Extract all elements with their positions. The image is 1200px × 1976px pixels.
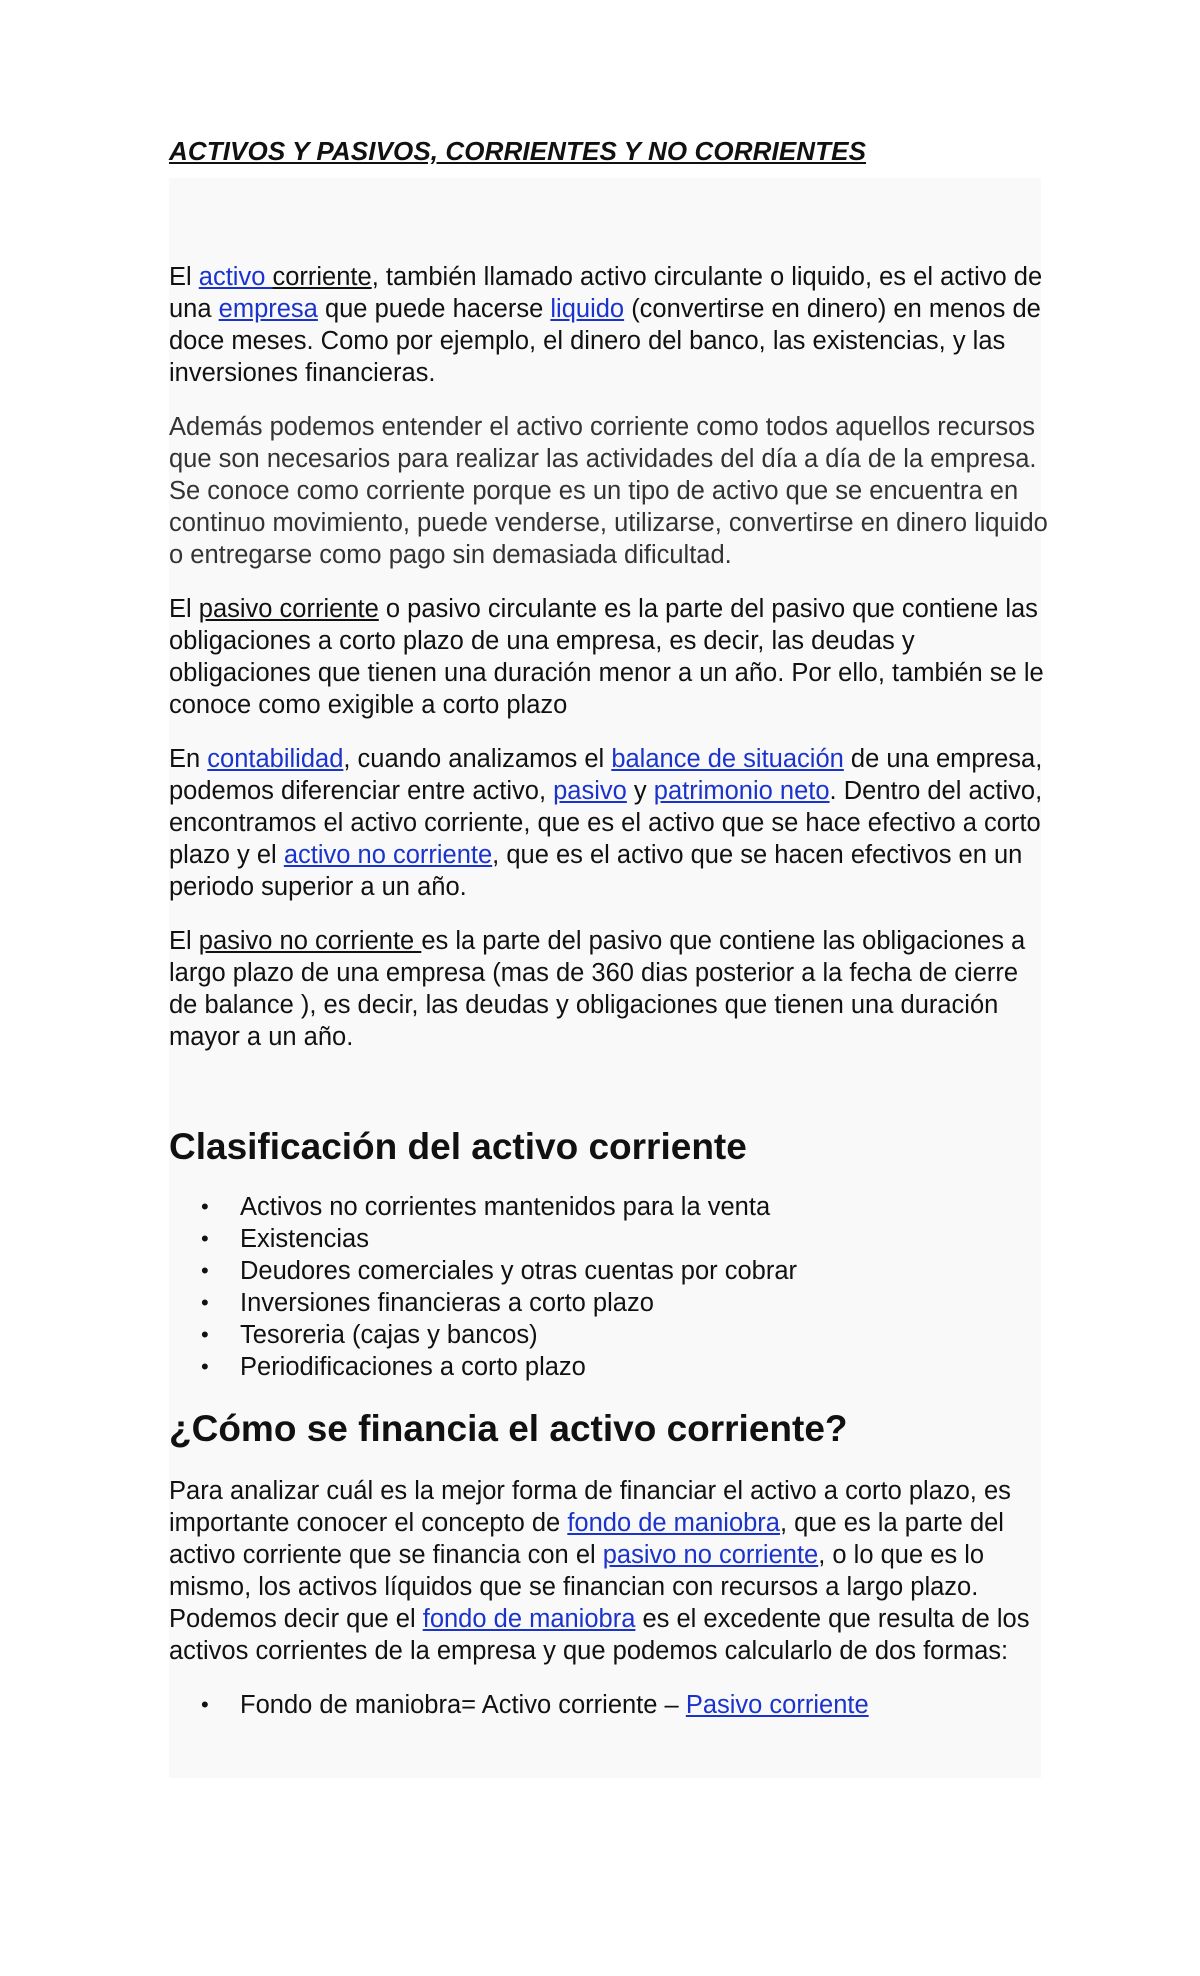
underlined-corriente: corriente: [272, 263, 372, 291]
list-item: [169, 1351, 1049, 1383]
list-item-text: Deudores comerciales y otras cuentas por cobrar: [240, 1257, 798, 1285]
list-item: [169, 1319, 1049, 1351]
heading-financiacion: ¿Cómo se financia el activo corriente?: [169, 1408, 848, 1449]
document-body: [169, 136, 1049, 1721]
link-liquido[interactable]: liquido: [550, 295, 625, 323]
list-item-text: Fondo de maniobra= Activo corriente –: [240, 1691, 686, 1719]
list-item-text: Inversiones financieras a corto plazo: [240, 1289, 654, 1317]
classification-list: [169, 1191, 1049, 1383]
underlined-pasivo-no-corriente: pasivo no corriente: [198, 927, 422, 955]
paragraph-pasivo-no-corriente: [169, 925, 1049, 1053]
text-run: . Dentro del activo, encontramos el activo corriente, que es el activo que se hace efectivo a corto plazo y el: [169, 777, 1043, 869]
text-run: o pasivo circulante es la parte del pasivo que contiene las obligaciones a corto plazo de una empresa, es decir, las deudas y obligaciones que tienen una duración menor a un año. Por ello, también se le conoce como exigible a corto plazo: [169, 595, 1044, 719]
list-item-text: Periodificaciones a corto plazo: [240, 1353, 586, 1381]
bullet-icon: •: [201, 1322, 209, 1347]
document-title: ACTIVOS Y PASIVOS, CORRIENTES Y NO CORRIENTES: [169, 136, 867, 166]
paragraph-contabilidad: [169, 743, 1049, 903]
heading-clasificacion: Clasificación del activo corriente: [169, 1126, 747, 1167]
text-run: Para analizar cuál es la mejor forma de financiar el activo a corto plazo, es importante conocer el concepto de: [169, 1477, 1011, 1537]
list-item-text: Existencias: [240, 1225, 369, 1253]
formula-list: [169, 1689, 1049, 1721]
text-run: de una empresa, podemos diferenciar entre activo,: [169, 745, 1043, 805]
text-run: es la parte del pasivo que contiene las obligaciones a largo plazo de una empresa (mas de 360 dias posterior a la fecha de cierre de balance ), es decir, las deudas y obligaciones que tienen una duración mayor a un año.: [169, 927, 1026, 1051]
list-item: [169, 1689, 1049, 1721]
list-item: [169, 1287, 1049, 1319]
link-contabilidad[interactable]: contabilidad: [207, 745, 344, 773]
link-pasivo-no-corriente[interactable]: pasivo no corriente: [602, 1541, 819, 1569]
list-item-text: Activos no corrientes mantenidos para la venta: [240, 1193, 771, 1221]
link-empresa[interactable]: empresa: [218, 295, 318, 323]
text-run: , también llamado activo circulante o liquido, es el activo de una: [169, 263, 1043, 323]
text-run: es el excedente que resulta de los activos corrientes de la empresa y que podemos calcularlo de dos formas:: [169, 1605, 1030, 1665]
bullet-icon: •: [201, 1226, 209, 1251]
paragraph-fondo-de-maniobra: [169, 1475, 1049, 1667]
text-run: (convertirse en dinero) en menos de doce meses. Como por ejemplo, el dinero del banco, las existencias, y las inversiones financieras.: [169, 295, 1041, 387]
text-run: El: [169, 927, 199, 955]
text-run: El: [169, 595, 199, 623]
text-run: , cuando analizamos el: [343, 745, 612, 773]
text-run: , o lo que es lo mismo, los activos líquidos que se financian con recursos a largo plazo. Podemos decir que el: [169, 1541, 985, 1633]
list-item: [169, 1223, 1049, 1255]
text-run: , que es la parte del activo corriente que se financia con el: [169, 1509, 1004, 1569]
link-pasivo-corriente[interactable]: Pasivo corriente: [685, 1691, 869, 1719]
bullet-icon: •: [201, 1290, 209, 1315]
paragraph-pasivo-corriente: [169, 593, 1049, 721]
list-item: [169, 1191, 1049, 1223]
text-run: En: [169, 745, 208, 773]
underlined-pasivo-corriente: pasivo corriente: [198, 595, 379, 623]
text-run: y: [626, 777, 654, 805]
link-fondo-de-maniobra-2[interactable]: fondo de maniobra: [422, 1605, 636, 1633]
bullet-icon: •: [201, 1354, 209, 1379]
bullet-icon: •: [201, 1258, 209, 1283]
text-run: , que es el activo que se hacen efectivos en un periodo superior a un año.: [169, 841, 1023, 901]
link-pasivo[interactable]: pasivo: [553, 777, 627, 805]
bullet-icon: •: [201, 1194, 209, 1219]
list-item-text: Tesoreria (cajas y bancos): [240, 1321, 538, 1349]
link-activo[interactable]: activo: [198, 263, 273, 291]
list-item: [169, 1255, 1049, 1287]
text-run: que puede hacerse: [317, 295, 551, 323]
link-patrimonio-neto[interactable]: patrimonio neto: [653, 777, 830, 805]
paragraph-ademas: Además podemos entender el activo corriente como todos aquellos recursos que son necesarios para realizar las actividades del día a día de la empresa. Se conoce como corriente porque es un tipo de activo que se encuentra en continuo movimiento, puede venderse, utilizarse, convertirse en dinero liquido o entregarse como pago sin demasiada dificultad.: [169, 413, 1048, 569]
link-balance-de-situacion[interactable]: balance de situación: [611, 745, 844, 773]
link-fondo-de-maniobra[interactable]: fondo de maniobra: [567, 1509, 780, 1537]
paragraph-activo-corriente: [169, 261, 1049, 389]
link-activo-no-corriente[interactable]: activo no corriente: [283, 841, 493, 869]
bullet-icon: •: [201, 1692, 209, 1717]
text-run: El: [169, 263, 199, 291]
